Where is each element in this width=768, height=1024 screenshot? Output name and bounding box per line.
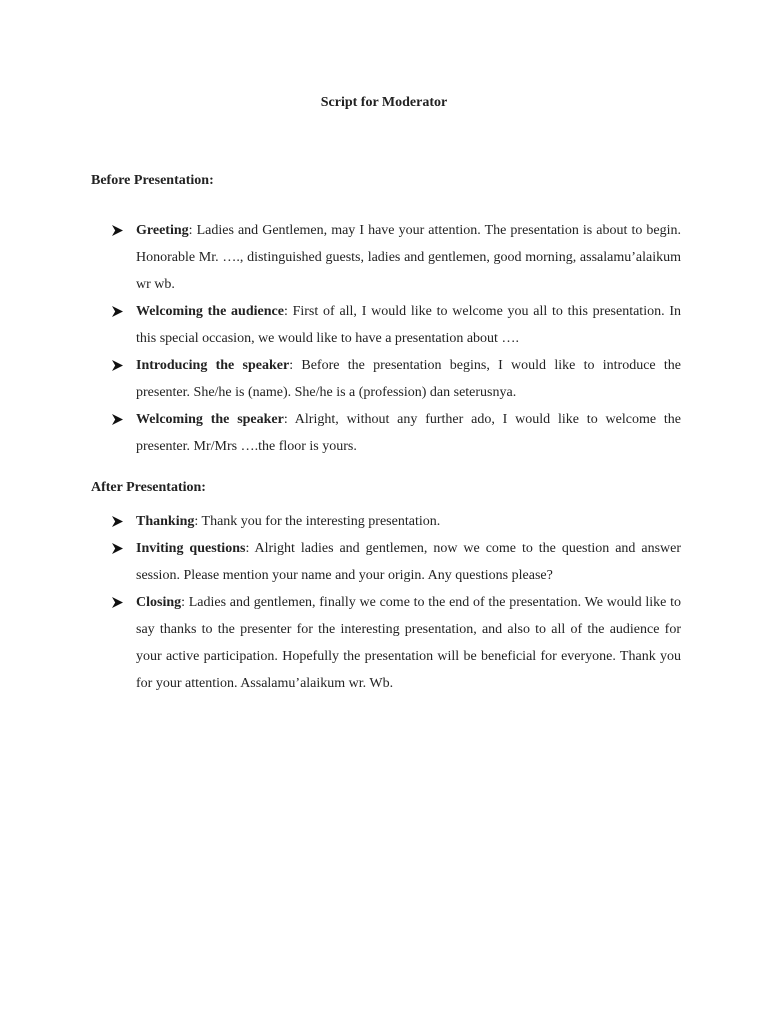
arrowhead-bullet-icon xyxy=(112,508,126,535)
list-item xyxy=(91,508,681,535)
item-text: : Ladies and gentlemen, finally we come to the end of the presentation. We would like to say thanks to the presenter for the interesting presentation, and also to all of the audience for your active participation. Hopefully the presentation will be beneficial for everyone. Thank you for your attention. Assalamu’alaikum wr. Wb. xyxy=(136,595,681,691)
item-term: Introducing the speaker xyxy=(136,358,290,373)
item-term: Welcoming the audience xyxy=(136,304,284,319)
section-before-presentation xyxy=(91,171,681,460)
item-term: Closing xyxy=(136,595,182,610)
item-text: : Alright, without any further ado, I would like to welcome the presenter. Mr/Mrs ….the floor is yours. xyxy=(136,412,681,454)
list-item xyxy=(91,217,681,298)
arrowhead-bullet-icon xyxy=(112,535,126,562)
list-item xyxy=(91,406,681,460)
item-text: : Before the presentation begins, I would like to introduce the presenter. She/he is (name). She/he is a (profession) dan seterusnya. xyxy=(136,358,681,400)
bullet-list xyxy=(91,508,681,697)
arrowhead-bullet-icon xyxy=(112,298,126,325)
arrowhead-bullet-icon xyxy=(112,406,126,433)
section-heading: After Presentation: xyxy=(91,480,206,495)
arrowhead-bullet-icon xyxy=(112,589,126,616)
list-item xyxy=(91,352,681,406)
item-term: Welcoming the speaker xyxy=(136,412,284,427)
bullet-list xyxy=(91,217,681,460)
arrowhead-bullet-icon xyxy=(112,352,126,379)
list-item xyxy=(91,535,681,589)
list-item xyxy=(91,298,681,352)
section-after-presentation xyxy=(91,478,681,697)
item-text: : Ladies and Gentlemen, may I have your attention. The presentation is about to begin. Honorable Mr. …., distinguished guests, ladies and gentlemen, good morning, assalamu’alaikum wr wb. xyxy=(136,223,681,292)
page-title: Script for Moderator xyxy=(320,95,448,110)
item-term: Inviting questions xyxy=(136,541,246,556)
item-text: : First of all, I would like to welcome you all to this presentation. In this special occasion, we would like to have a presentation about …. xyxy=(136,304,681,346)
item-term: Thanking xyxy=(136,514,195,529)
item-term: Greeting xyxy=(136,223,189,238)
item-text: : Thank you for the interesting presentation. xyxy=(194,514,441,529)
arrowhead-bullet-icon xyxy=(112,217,126,244)
list-item xyxy=(91,589,681,697)
item-text: : Alright ladies and gentlemen, now we come to the question and answer session. Please mention your name and your origin. Any questions please? xyxy=(136,541,682,583)
section-heading: Before Presentation: xyxy=(91,173,214,188)
